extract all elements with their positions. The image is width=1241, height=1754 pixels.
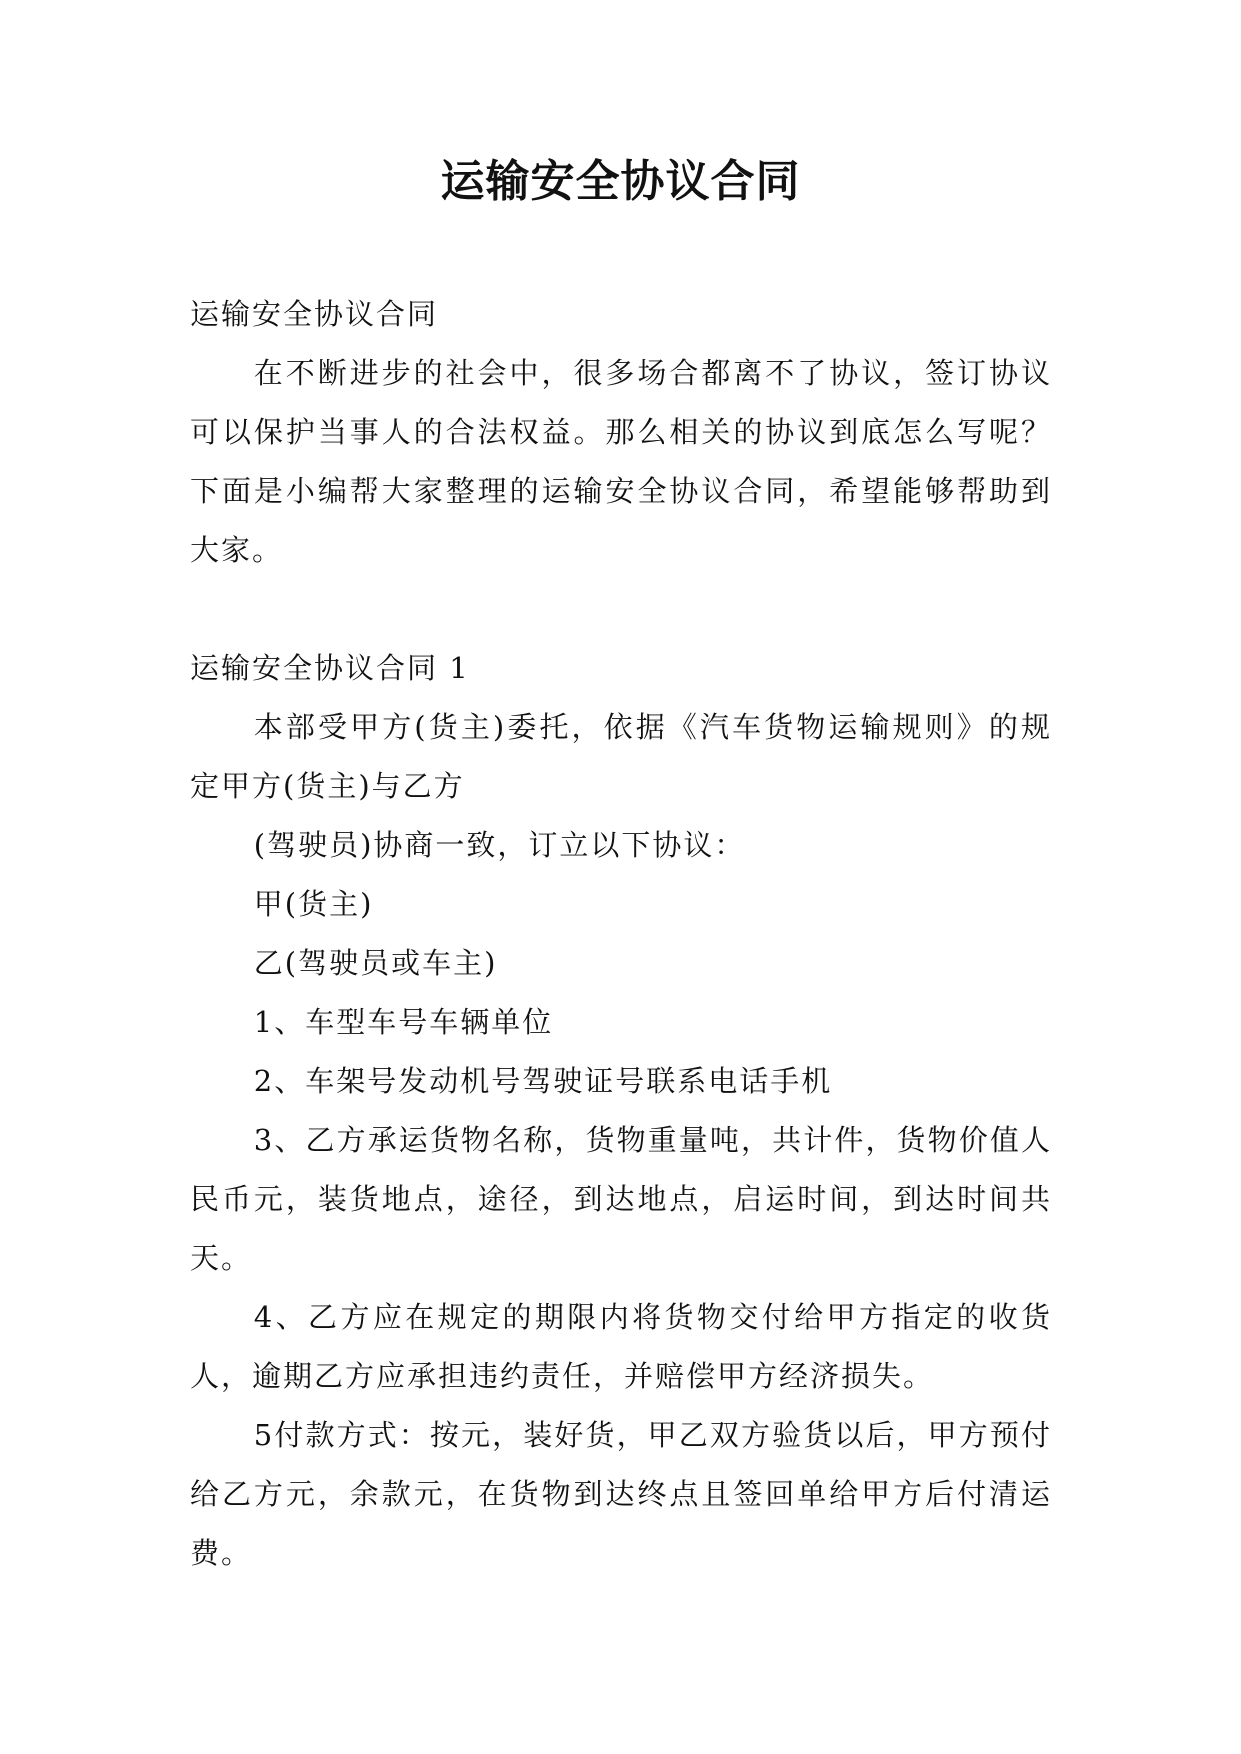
section-heading: 运输安全协议合同 (190, 297, 439, 331)
clause-1: 1、车型车号车辆单位 (253, 1005, 554, 1039)
document-body (190, 285, 1052, 1583)
document-title: 运输安全协议合同 (440, 156, 801, 207)
clause-5: 5付款方式：按元，装好货，甲乙双方验货以后，甲方预付给乙方元，余款元，在货物到达终点且签回单给甲方后付清运费。 (190, 1418, 1052, 1570)
contract-preamble-cont: (驾驶员)协商一致，订立以下协议： (253, 828, 746, 862)
party-a-line: 甲(货主) (253, 887, 374, 921)
contract-heading: 运输安全协议合同 1 (190, 651, 470, 685)
intro-paragraph: 在不断进步的社会中，很多场合都离不了协议，签订协议可以保护当事人的合法权益。那么相关的协议到底怎么写呢？下面是小编帮大家整理的运输安全协议合同，希望能够帮助到大家。 (190, 356, 1052, 567)
clause-4: 4、乙方应在规定的期限内将货物交付给甲方指定的收货人，逾期乙方应承担违约责任，并赔偿甲方经济损失。 (190, 1300, 1052, 1393)
clause-2: 2、车架号发动机号驾驶证号联系电话手机 (253, 1064, 833, 1098)
contract-preamble: 本部受甲方(货主)委托，依据《汽车货物运输规则》的规定甲方(货主)与乙方 (190, 710, 1052, 803)
party-b-line: 乙(驾驶员或车主) (253, 946, 498, 980)
clause-3: 3、乙方承运货物名称，货物重量吨，共计件，货物价值人民币元，装货地点，途径，到达地点，启运时间，到达时间共天。 (190, 1123, 1052, 1275)
